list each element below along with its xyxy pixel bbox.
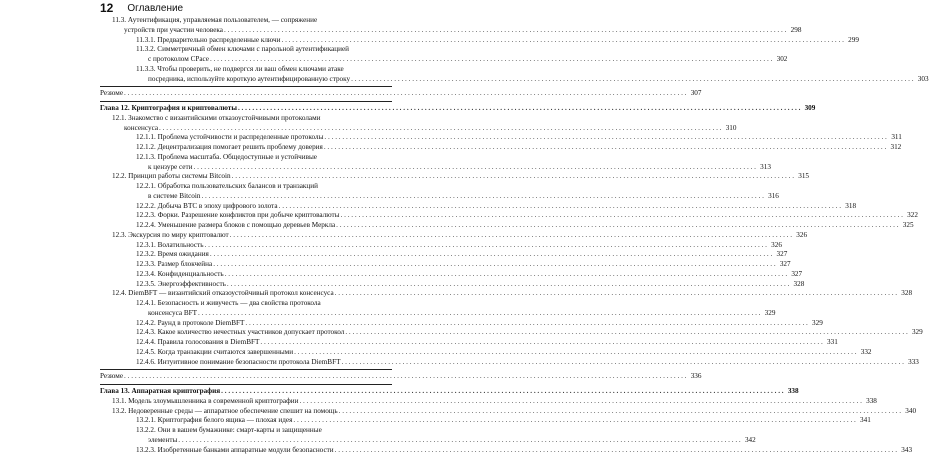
toc-entry-title: 12.1.2. Децентрализация помогает решить проблему доверия [136,143,323,153]
toc-entry[interactable] [100,280,392,290]
toc-entry-title: 12.4.4. Правила голосования в DiemBFT [136,338,259,348]
toc-entry-title: 12.4. DiemBFT — византийский отказоустойчивый протокол консенсуса [112,289,334,299]
toc-entry-title: элементы [148,436,177,446]
toc-entry[interactable] [100,202,392,212]
dot-leader [123,89,687,99]
toc-entry-title: консенсуса BFT [148,309,197,319]
dot-leader [223,26,787,36]
toc-entry-title: консенсуса [124,124,158,134]
toc-entry-title: 11.3. Аутентификация, управляемая пользователем, — сопряжение [112,16,317,26]
toc-page-number: 298 [787,26,801,36]
section-divider [100,384,392,385]
toc-page-number: 329 [809,319,823,329]
dot-leader [338,407,902,417]
toc-page-number: 315 [795,172,809,182]
toc-page-number: 316 [765,192,779,202]
toc-page-number: 299 [845,36,859,46]
dot-leader [344,328,908,338]
dot-leader [229,231,793,241]
toc-entry-title: Глава 12. Криптография и криптовалюты [100,104,237,114]
toc-page-number: 329 [761,309,775,319]
toc-entry-title: Резюме [100,372,123,382]
dot-leader [212,260,776,270]
toc-entry-title: 12.4.3. Какое количество нечестных участников допускает протокол [136,328,344,338]
toc-entry-title: 12.3.5. Энергоэффективность [136,280,226,290]
toc-entry[interactable] [100,260,392,270]
toc-page-number: 336 [687,372,701,382]
dot-leader [158,124,722,134]
toc-page-number: 341 [857,416,871,426]
dot-leader [177,436,741,446]
toc-entry[interactable] [100,436,392,446]
toc-entry[interactable] [100,231,392,241]
toc-page-number: 327 [773,250,787,260]
toc-entry-title: 12.2.2. Добыча BTC в эпоху цифрового золота [136,202,278,212]
toc-page-number: 312 [887,143,901,153]
dot-leader [224,270,788,280]
dot-leader [293,348,857,358]
toc-entry-title: Резюме [100,89,123,99]
toc-entry[interactable] [100,289,392,299]
toc-page-number: 338 [863,397,877,407]
dot-leader [209,55,773,65]
dot-leader [193,163,757,173]
section-divider [100,101,392,102]
toc-entry-title: 12.1. Знакомство с византийскими отказоустойчивыми протоколами [112,114,321,124]
dot-leader [226,280,790,290]
toc-page-number: 338 [785,387,799,397]
toc-entry-title: к цензуре сети [148,163,193,173]
page-number: 12 [100,1,113,15]
toc-page-number: 328 [790,280,804,290]
dot-leader [197,309,761,319]
toc-entry[interactable] [100,309,392,319]
dot-leader [204,241,768,251]
dot-leader [350,75,914,85]
dot-leader [340,211,904,221]
dot-leader [237,104,801,114]
dot-leader [231,172,795,182]
dot-leader [209,250,773,260]
toc-entry[interactable] [100,114,392,124]
toc-entry[interactable] [100,172,392,182]
toc-entry[interactable] [100,416,392,426]
toc-page-number: 322 [904,211,918,221]
toc-entry[interactable] [100,397,392,407]
toc-entry-title: 12.4.5. Когда транзакции считаются завершенными [136,348,293,358]
dot-leader [123,372,687,382]
toc-entry[interactable] [100,45,392,55]
toc-entry-title: 12.3. Экскурсия по миру криптовалют [112,231,229,241]
toc-entry[interactable] [100,143,392,153]
toc-page-number: 328 [898,289,912,299]
toc-chapter-entry[interactable] [100,387,392,397]
toc-entry[interactable] [100,192,392,202]
toc-page-number: 343 [898,446,912,455]
toc-entry-title: 12.2. Принцип работы системы Bitcoin [112,172,231,182]
toc-entry[interactable] [100,426,392,436]
dot-leader [335,221,899,231]
toc-page-number: 332 [858,348,872,358]
toc-entry-title: 11.3.2. Симметричный обмен ключами с парольной аутентификацией [136,45,349,55]
running-title: Оглавление [127,3,183,14]
toc-page-number: 302 [773,55,787,65]
toc-entry[interactable] [100,319,392,329]
toc-page-number: 326 [793,231,807,241]
dot-leader [334,446,898,455]
toc-entry-title: 13.2. Недоверенные среды — аппаратное обеспечение спешит на помощь [112,407,338,417]
page-header [100,0,390,16]
toc-entry-title: 13.2.1. Криптография белого ящика — плохая идея [136,416,292,426]
toc-entry[interactable] [100,75,392,85]
toc-page-number: 342 [742,436,756,446]
toc-entry[interactable] [100,163,392,173]
toc-entry[interactable] [100,89,392,99]
toc-entry[interactable] [100,250,392,260]
toc-entry-title: 12.4.2. Раунд в протоколе DiemBFT [136,319,244,329]
toc-page-number: 311 [888,133,902,143]
toc-entry-title: 12.3.4. Конфиденциальность [136,270,224,280]
toc-entry-title: Глава 13. Аппаратная криптография [100,387,220,397]
toc-entry[interactable] [100,211,392,221]
toc-entry-title: в системе Bitcoin [148,192,200,202]
toc-entry[interactable] [100,328,392,338]
toc-entry[interactable] [100,55,392,65]
toc-entry-title: устройств при участии человека [124,26,223,36]
toc-entry-title: 13.2.2. Они в вашем бумажнике: смарт-карты и защищенные [136,426,322,436]
toc-entry-title: 12.2.4. Уменьшение размера блоков с помощью деревьев Меркла [136,221,335,231]
toc-page-number: 340 [902,407,916,417]
toc-page-number: 329 [909,328,923,338]
dot-leader [244,319,808,329]
toc-entry-title: 13.2.3. Изобретенные банками аппаратные модули безопасности [136,446,334,455]
toc-entry-title: посредника, используйте короткую аутентифицированную строку [148,75,350,85]
toc-entry-title: 12.3.1. Волатильность [136,241,204,251]
toc-entry[interactable] [100,270,392,280]
dot-leader [220,387,784,397]
document-page [0,0,420,420]
section-divider [100,369,392,370]
toc-entry[interactable] [100,407,392,417]
dot-leader [340,358,904,368]
toc-entry[interactable] [100,133,392,143]
toc-entry[interactable] [100,338,392,348]
dot-leader [292,416,856,426]
toc-page-number: 313 [757,163,771,173]
toc-page-number: 331 [824,338,838,348]
toc-entry-title: 12.4.6. Интуитивное понимание безопасности протокола DiemBFT [136,358,340,368]
toc-entry-title: 12.2.3. Форки. Разрешение конфликтов при добыче криптовалюты [136,211,340,221]
toc-entry[interactable] [100,299,392,309]
toc-page-number: 325 [900,221,914,231]
toc-chapter-entry[interactable] [100,104,392,114]
dot-leader [323,133,887,143]
dot-leader [298,397,862,407]
toc-page-number: 327 [788,270,802,280]
toc-entry[interactable] [100,16,392,26]
dot-leader [259,338,823,348]
toc-page-number: 327 [777,260,791,270]
dot-leader [278,202,842,212]
toc-entry[interactable] [100,241,392,251]
toc-page-number: 309 [801,104,815,114]
toc-page-number: 326 [768,241,782,251]
dot-leader [280,36,844,46]
toc-entry-title: 12.2.1. Обработка пользовательских балансов и транзакций [136,182,318,192]
dot-leader [323,143,887,153]
toc-entry[interactable] [100,372,392,382]
toc-entry-title: 13.1. Модель злоумышленника в современной криптографии [112,397,298,407]
toc-page-number: 307 [687,89,701,99]
toc-page-number: 318 [842,202,856,212]
toc-entry[interactable] [100,358,392,368]
toc-entry-title: 12.3.3. Размер блокчейна [136,260,212,270]
toc-page-number: 310 [722,124,736,134]
section-divider [100,86,392,87]
toc-entry[interactable] [100,26,392,36]
toc-entry[interactable] [100,446,392,455]
toc-page-number: 303 [915,75,929,85]
dot-leader [334,289,898,299]
toc-page-number: 333 [905,358,919,368]
toc-entry[interactable] [100,65,392,75]
toc-entry[interactable] [100,182,392,192]
toc-entry[interactable] [100,221,392,231]
toc-entry-title: 12.4.1. Безопасность и живучесть — два свойства протокола [136,299,321,309]
toc-entry-title: с протоколом CPace [148,55,209,65]
toc-entry-title: 12.3.2. Время ожидания [136,250,209,260]
toc-entry[interactable] [100,124,392,134]
toc-entry-title: 12.1.3. Проблема масштаба. Общедоступные и устойчивые [136,153,317,163]
toc-entry-title: 11.3.1. Предварительно распределенные ключи [136,36,280,46]
table-of-contents [100,16,392,455]
toc-entry[interactable] [100,348,392,358]
dot-leader [200,192,764,202]
toc-entry-title: 12.1.1. Проблема устойчивости и распределенные протоколы [136,133,323,143]
toc-entry-title: 11.3.3. Чтобы проверить, не подвергся ли ваш обмен ключами атаке [136,65,344,75]
toc-entry[interactable] [100,153,392,163]
toc-entry[interactable] [100,36,392,46]
